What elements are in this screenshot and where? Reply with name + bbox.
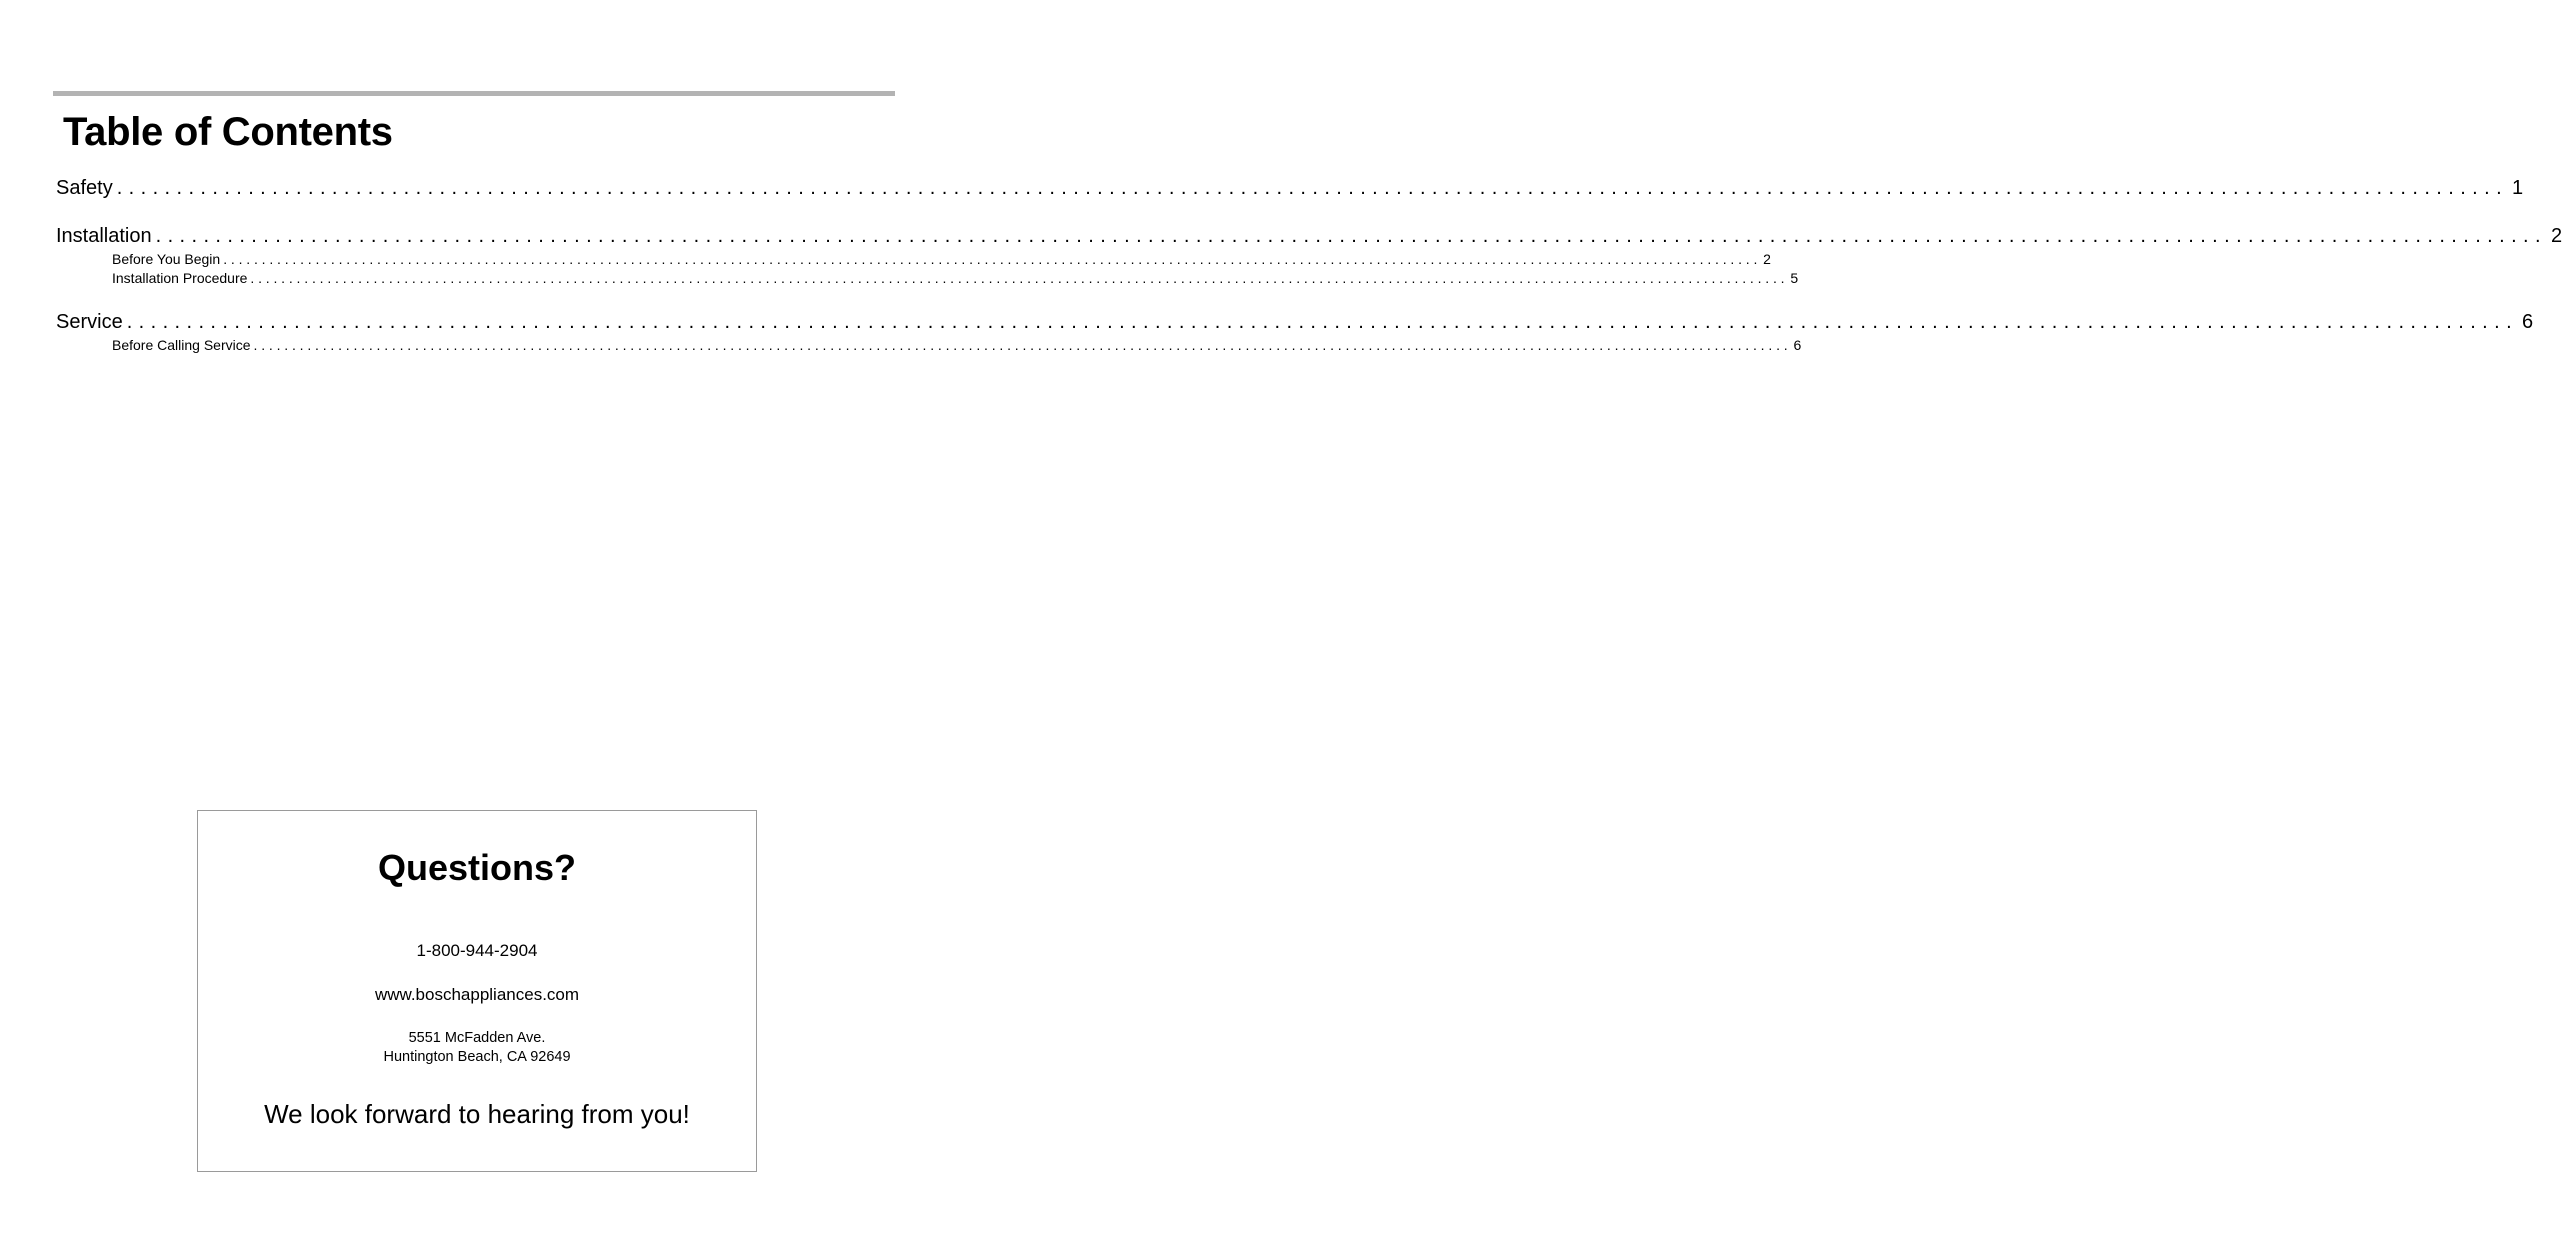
dot-leader: ........................................................................................................................................................................................................ <box>250 270 1789 286</box>
toc-entry-page: 2 <box>2550 225 2562 247</box>
toc-subentry-installation-procedure[interactable] <box>112 270 1799 287</box>
top-divider-rule <box>53 91 895 96</box>
toc-entry-page: 1 <box>2512 177 2524 199</box>
dot-leader: ........................................................................................................................................................................................................ <box>223 251 1762 267</box>
toc-subentry-page: 6 <box>1793 337 1802 353</box>
dot-leader: ........................................................................................................................................................................................................ <box>155 225 2547 247</box>
closing-message: We look forward to hearing from you! <box>264 1099 690 1129</box>
dot-leader: ........................................................................................................................................................................................................ <box>116 177 2509 199</box>
toc-subentry-page: 2 <box>1763 251 1771 267</box>
toc-entry-service[interactable] <box>56 310 2534 334</box>
address-line-1: 5551 McFadden Ave. <box>408 1030 546 1046</box>
toc-entry-installation[interactable] <box>56 224 2562 248</box>
toc-subentry-label: Installation Procedure <box>112 270 248 286</box>
toc-entry-label: Service <box>56 311 123 333</box>
toc-entry-label: Installation <box>56 225 152 247</box>
toc-subentry-before-you-begin[interactable] <box>112 251 1771 268</box>
mailing-address <box>198 1029 756 1067</box>
questions-heading: Questions? <box>377 847 577 888</box>
address-line-2: Huntington Beach, CA 92649 <box>383 1049 571 1065</box>
toc-subentry-label: Before Calling Service <box>112 337 251 353</box>
dot-leader: ........................................................................................................................................................................................................ <box>253 337 1792 353</box>
phone-number: 1-800-944-2904 <box>416 941 538 960</box>
toc-subentry-label: Before You Begin <box>112 251 221 267</box>
toc-subentry-page: 5 <box>1790 270 1799 286</box>
toc-title: Table of Contents <box>63 110 393 154</box>
toc-entry-safety[interactable] <box>56 176 2524 200</box>
toc-entry-label: Safety <box>56 177 113 199</box>
toc-entry-page: 6 <box>2522 311 2534 333</box>
dot-leader: ........................................................................................................................................................................................................ <box>126 311 2519 333</box>
website-link[interactable]: www.boschappliances.com <box>374 985 580 1004</box>
questions-contact-box <box>197 810 757 1172</box>
toc-subentry-before-calling-service[interactable] <box>112 337 1802 354</box>
